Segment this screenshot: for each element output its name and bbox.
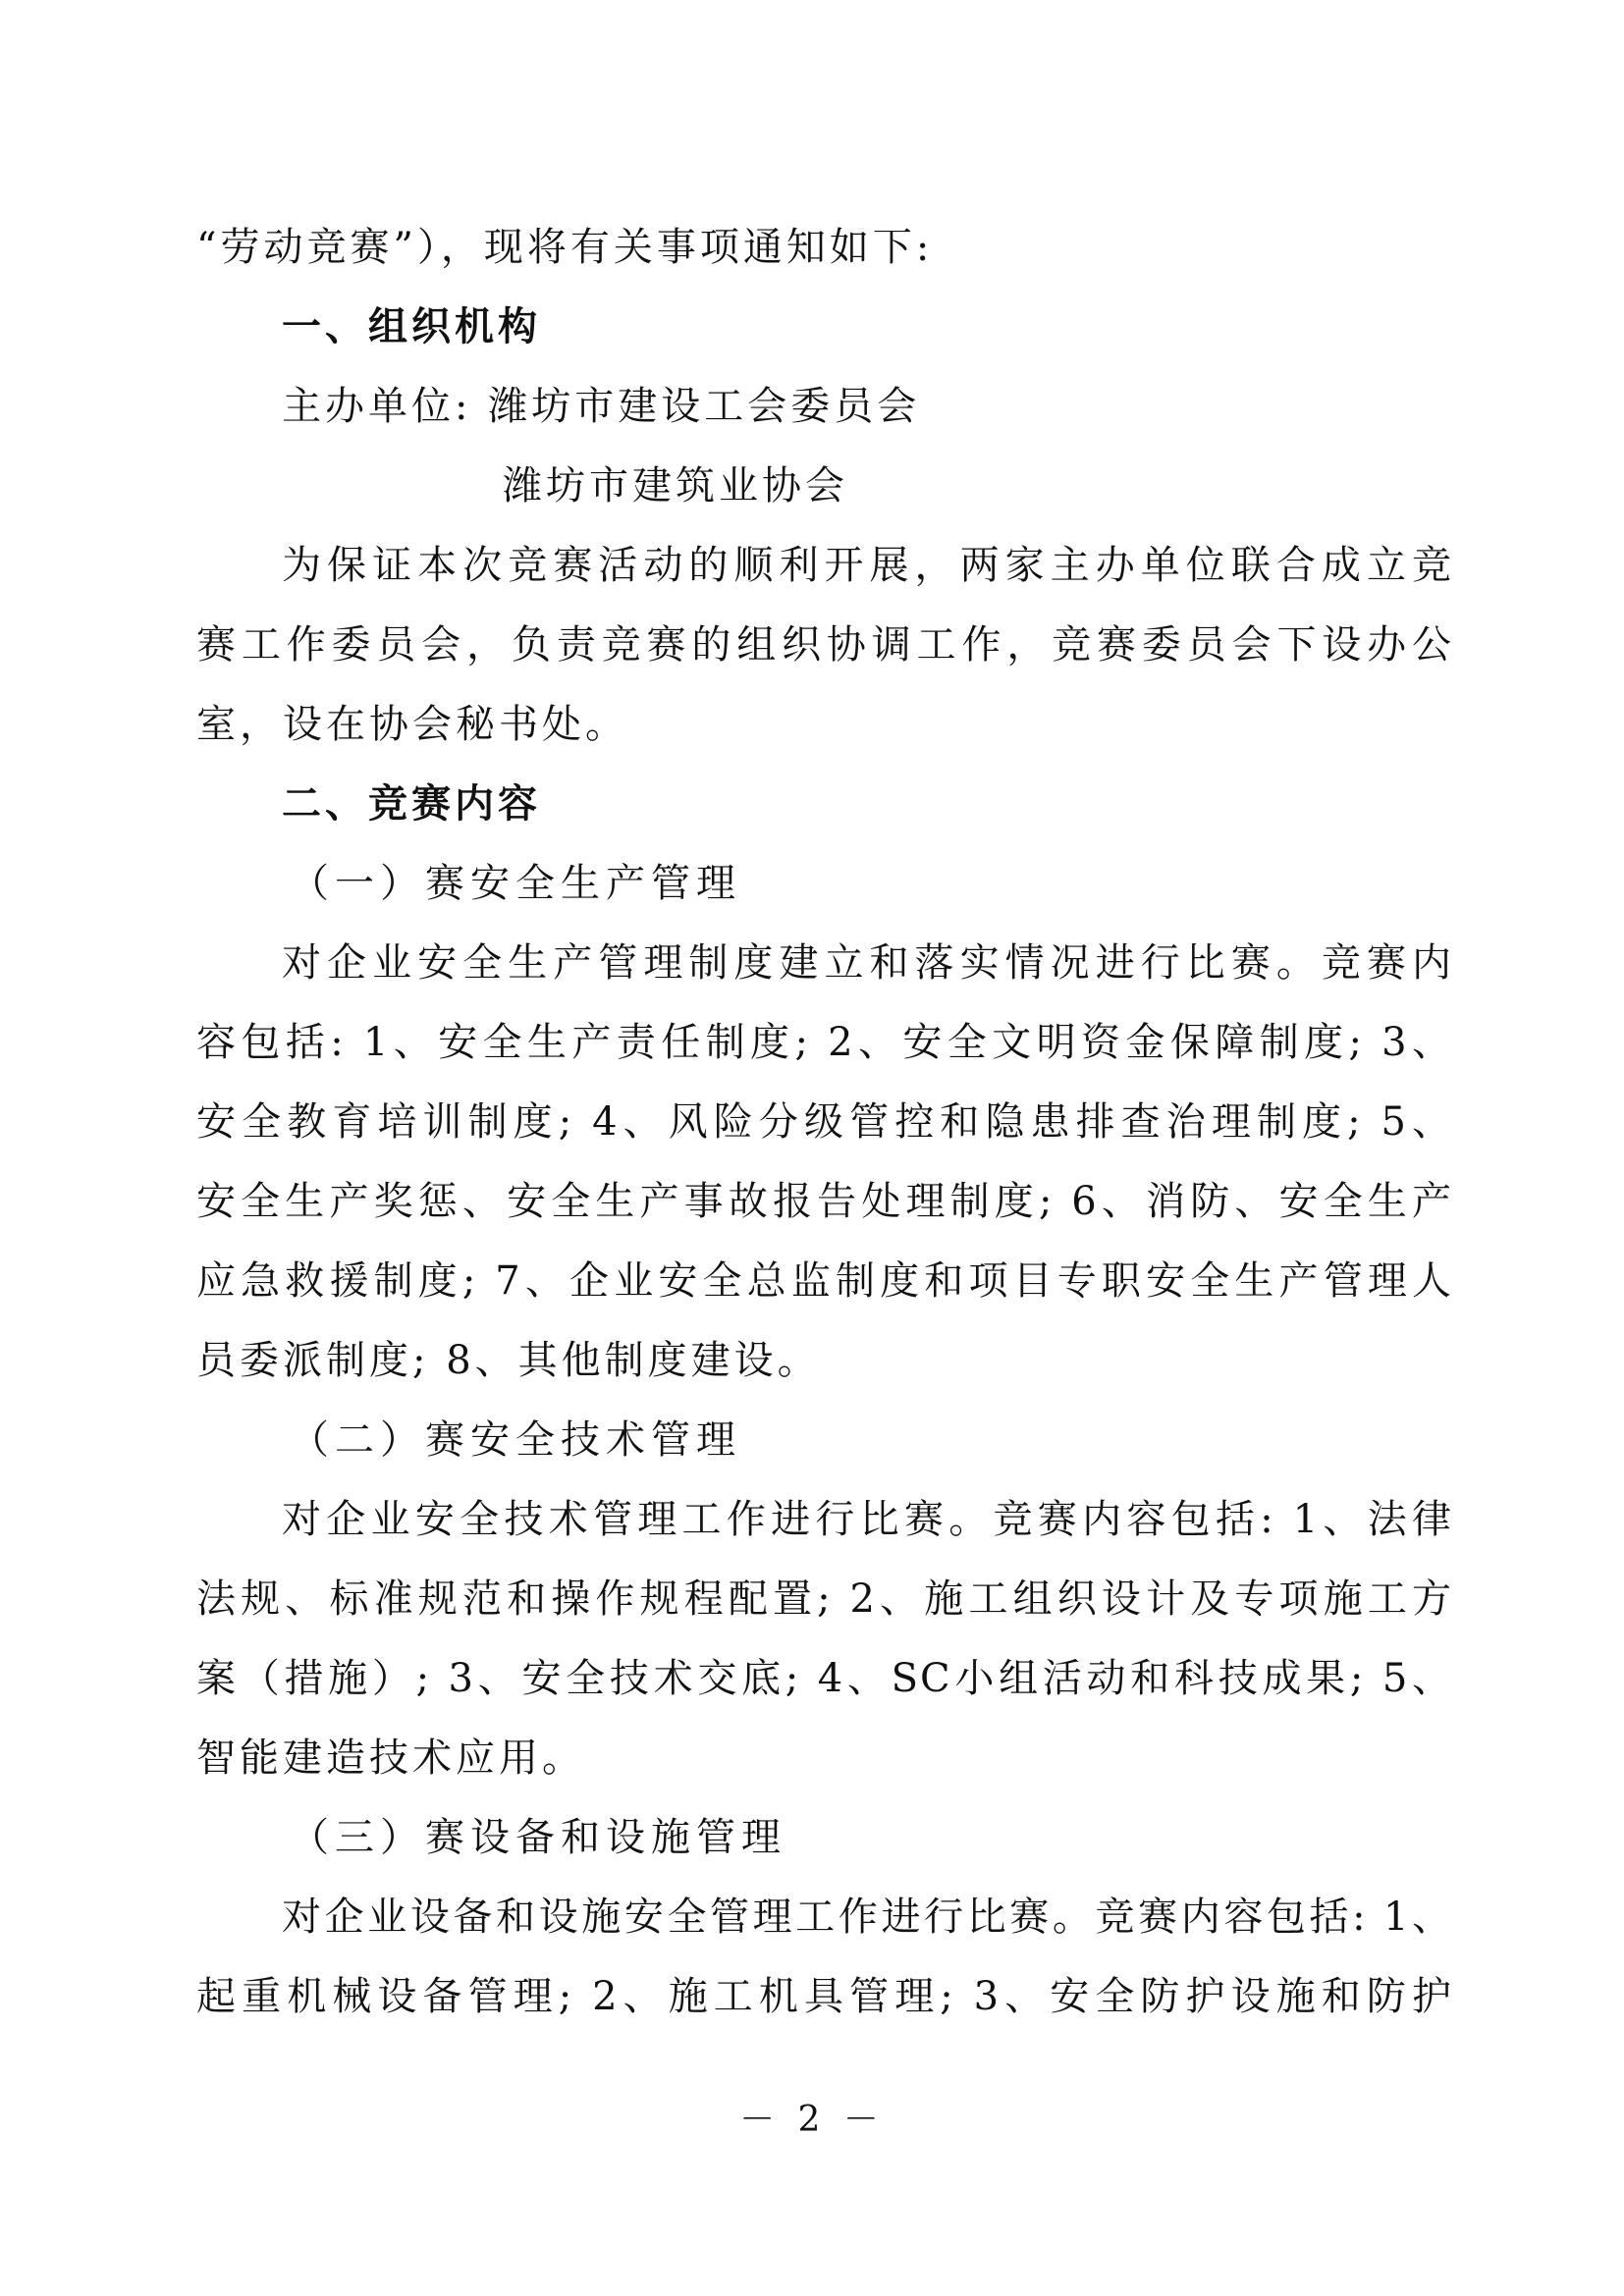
- organizer-line: 主办单位: 潍坊市建设工会委员会: [282, 384, 921, 429]
- body-line: 员委派制度; 8、其他制度建设。: [196, 1338, 821, 1383]
- body-line: 对企业安全生产管理制度建立和落实情况进行比赛。竞赛内: [282, 940, 1453, 986]
- body-line: 室，设在协会秘书处。: [196, 702, 628, 747]
- body-line: 赛工作委员会，负责竞赛的组织协调工作，竞赛委员会下设办公: [196, 622, 1453, 667]
- page-number: － 2 －: [739, 2100, 885, 2140]
- body-line: 为保证本次竞赛活动的顺利开展，两家主办单位联合成立竞: [282, 543, 1453, 588]
- body-line: 容包括: 1、安全生产责任制度; 2、安全文明资金保障制度; 3、: [196, 1020, 1453, 1065]
- body-line: 对企业安全技术管理工作进行比赛。竞赛内容包括: 1、法律: [282, 1497, 1453, 1542]
- subsection-heading: （二）赛安全技术管理: [290, 1417, 741, 1463]
- section-heading: 一、组织机构: [282, 304, 541, 349]
- body-line: 智能建造技术应用。: [196, 1735, 585, 1781]
- body-line: 应急救援制度; 7、企业安全总监制度和项目专职安全生产管理人: [196, 1258, 1453, 1304]
- section-heading: 二、竞赛内容: [282, 781, 541, 827]
- body-line: 安全生产奖惩、安全生产事故报告处理制度; 6、消防、安全生产: [196, 1179, 1453, 1224]
- subsection-heading: （三）赛设备和设施管理: [290, 1815, 786, 1860]
- subsection-heading: （一）赛安全生产管理: [290, 861, 741, 906]
- body-line: 起重机械设备管理; 2、施工机具管理; 3、安全防护设施和防护: [196, 1974, 1453, 2019]
- body-line: “劳动竞赛”），现将有关事项通知如下:: [196, 225, 934, 270]
- body-line: 法规、标准规范和操作规程配置; 2、施工组织设计及专项施工方: [196, 1576, 1453, 1622]
- body-line: 对企业设备和设施安全管理工作进行比赛。竞赛内容包括: 1、: [282, 1895, 1453, 1940]
- body-line: 案（措施）; 3、安全技术交底; 4、SC小组活动和科技成果; 5、: [196, 1656, 1453, 1701]
- body-line: 安全教育培训制度; 4、风险分级管控和隐患排查治理制度; 5、: [196, 1099, 1453, 1145]
- organizer-line: 潍坊市建筑业协会: [503, 463, 848, 508]
